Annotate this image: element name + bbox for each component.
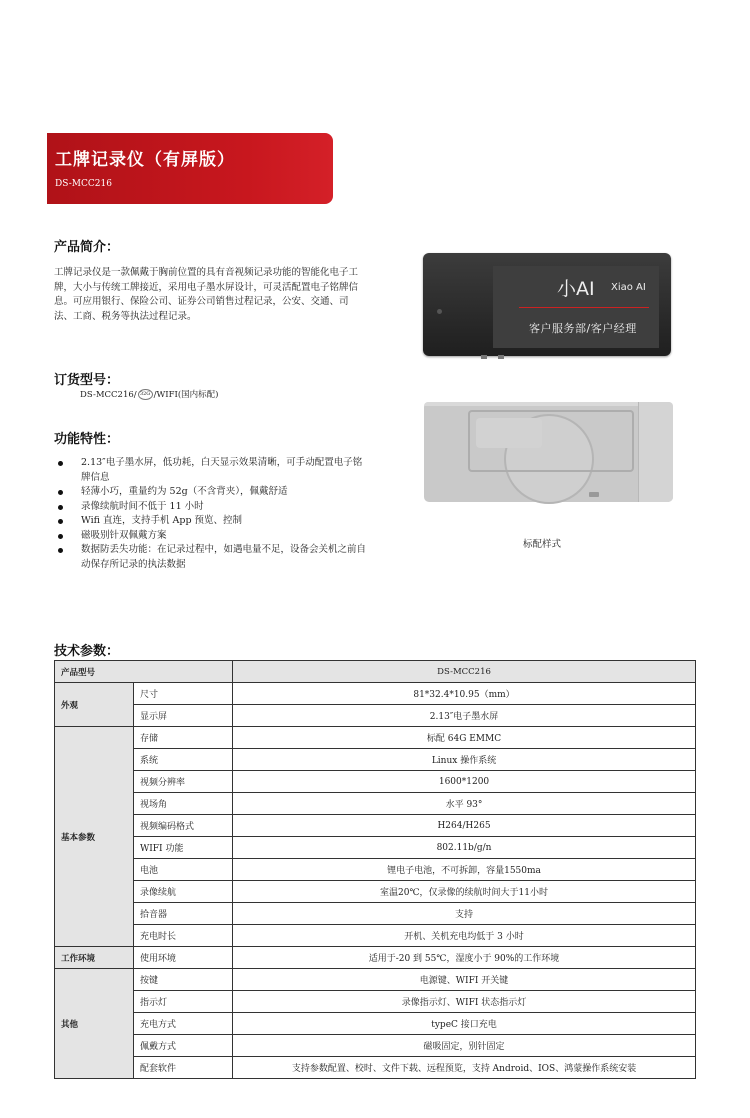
table-row (55, 1013, 696, 1035)
table-row (55, 661, 696, 683)
product-title: 工牌记录仪（有屏版） (55, 150, 235, 170)
spec-value: 磁吸固定，别针固定 (233, 1035, 696, 1057)
spec-label: 电池 (134, 859, 233, 881)
screen-divider (519, 307, 649, 308)
table-row (55, 1035, 696, 1057)
table-row (55, 749, 696, 771)
table-row (55, 837, 696, 859)
spec-label: 拾音器 (134, 903, 233, 925)
device-front-image (423, 253, 671, 356)
spec-label: 系统 (134, 749, 233, 771)
spec-label: 视频分辨率 (134, 771, 233, 793)
spec-value: 锂电子电池，不可拆卸，容量1550ma (233, 859, 696, 881)
spec-header-label: 产品型号 (55, 661, 233, 683)
table-row (55, 925, 696, 947)
table-row (55, 815, 696, 837)
spec-value: Linux 操作系统 (233, 749, 696, 771)
eink-screen (493, 266, 659, 348)
spec-label: WIFI 功能 (134, 837, 233, 859)
table-row (55, 947, 696, 969)
spec-label: 佩戴方式 (134, 1035, 233, 1057)
features-heading: 功能特性： (54, 432, 120, 447)
image-caption: 标配样式 (523, 539, 562, 550)
table-row (55, 705, 696, 727)
spec-value: 81*32.4*10.95（mm） (233, 683, 696, 705)
spec-label: 显示屏 (134, 705, 233, 727)
spec-value: 室温20℃，仅录像的续航时间大于11小时 (233, 881, 696, 903)
product-model: DS-MCC216 (55, 179, 112, 189)
feature-item: 数据防丢失功能：在记录过程中，如遇电量不足，设备会关机之前自动保存所记录的执法数据 (56, 543, 366, 572)
spec-value: 1600*1200 (233, 771, 696, 793)
feature-item: 磁吸别针双佩戴方案 (56, 529, 366, 544)
connector-icon (589, 492, 599, 497)
feature-item: 轻薄小巧，重量约为 52g（不含背夹），佩戴舒适 (56, 485, 366, 500)
spec-category: 其他 (55, 969, 134, 1079)
spec-label: 指示灯 (134, 991, 233, 1013)
port-icon (498, 355, 504, 359)
title-banner (47, 133, 333, 204)
spec-value: H264/H265 (233, 815, 696, 837)
spec-label: 配套软件 (134, 1057, 233, 1079)
spec-label: 录像续航 (134, 881, 233, 903)
clip-tab (476, 418, 542, 448)
spec-label: 视场角 (134, 793, 233, 815)
spec-value: 2.13″电子墨水屏 (233, 705, 696, 727)
table-row (55, 683, 696, 705)
table-row (55, 881, 696, 903)
spec-value: 开机、关机充电均低于 3 小时 (233, 925, 696, 947)
intro-heading: 产品简介： (54, 240, 120, 255)
storage-badge-icon: 32G (138, 389, 153, 400)
spec-label: 存储 (134, 727, 233, 749)
spec-label: 使用环境 (134, 947, 233, 969)
spec-label: 视频编码格式 (134, 815, 233, 837)
device-back-image (424, 402, 673, 502)
spec-value: typeC 接口充电 (233, 1013, 696, 1035)
spec-category: 外观 (55, 683, 134, 727)
spec-label: 尺寸 (134, 683, 233, 705)
spec-value: 电源键、WIFI 开关键 (233, 969, 696, 991)
spec-value: 录像指示灯、WIFI 状态指示灯 (233, 991, 696, 1013)
table-row (55, 727, 696, 749)
feature-item: 2.13″电子墨水屏，低功耗，白天显示效果清晰，可手动配置电子铭牌信息 (56, 456, 366, 485)
device-side (638, 402, 673, 502)
table-row (55, 991, 696, 1013)
table-row (55, 771, 696, 793)
table-row (55, 793, 696, 815)
spec-value: 支持参数配置、校时、文件下载、远程预览，支持 Android、IOS、鸿蒙操作系统安装 (233, 1057, 696, 1079)
table-row (55, 1057, 696, 1079)
spec-value: 适用于-20 到 55℃，湿度小于 90%的工作环境 (233, 947, 696, 969)
feature-item: 录像续航时间不低于 11 小时 (56, 500, 366, 515)
table-row (55, 903, 696, 925)
spec-label: 充电方式 (134, 1013, 233, 1035)
order-suffix: /WIFI(国内标配) (153, 390, 219, 400)
spec-label: 充电时长 (134, 925, 233, 947)
feature-list (56, 456, 366, 572)
spec-value: 标配 64G EMMC (233, 727, 696, 749)
order-model (80, 388, 218, 400)
spec-header-value: DS-MCC216 (233, 661, 696, 683)
spec-heading: 技术参数： (54, 644, 120, 659)
spec-label: 按键 (134, 969, 233, 991)
port-icon (481, 355, 487, 359)
intro-text: 工牌记录仪是一款佩戴于胸前位置的具有音视频记录功能的智能化电子工牌，大小与传统工牌接近，采用电子墨水屏设计，可灵活配置电子铭牌信息。可应用银行、保险公司、证券公司销售过程记录，公安、交通、司法、工商、税务等执法过程记录。 (54, 267, 359, 322)
spec-value: 支持 (233, 903, 696, 925)
screen-name-cn: 小AI (557, 278, 595, 300)
spec-table (54, 660, 696, 1079)
camera-lens-icon (437, 309, 442, 314)
spec-category: 基本参数 (55, 727, 134, 947)
screen-name-en: Xiao AI (611, 282, 646, 293)
order-prefix: DS-MCC216/ (80, 390, 137, 400)
spec-category: 工作环境 (55, 947, 134, 969)
feature-item: Wifi 直连，支持手机 App 预览、控制 (56, 514, 366, 529)
spec-value: 802.11b/g/n (233, 837, 696, 859)
table-row (55, 969, 696, 991)
screen-role: 客户服务部/客户经理 (529, 322, 637, 335)
table-row (55, 859, 696, 881)
spec-value: 水平 93° (233, 793, 696, 815)
order-heading: 订货型号： (54, 373, 120, 388)
